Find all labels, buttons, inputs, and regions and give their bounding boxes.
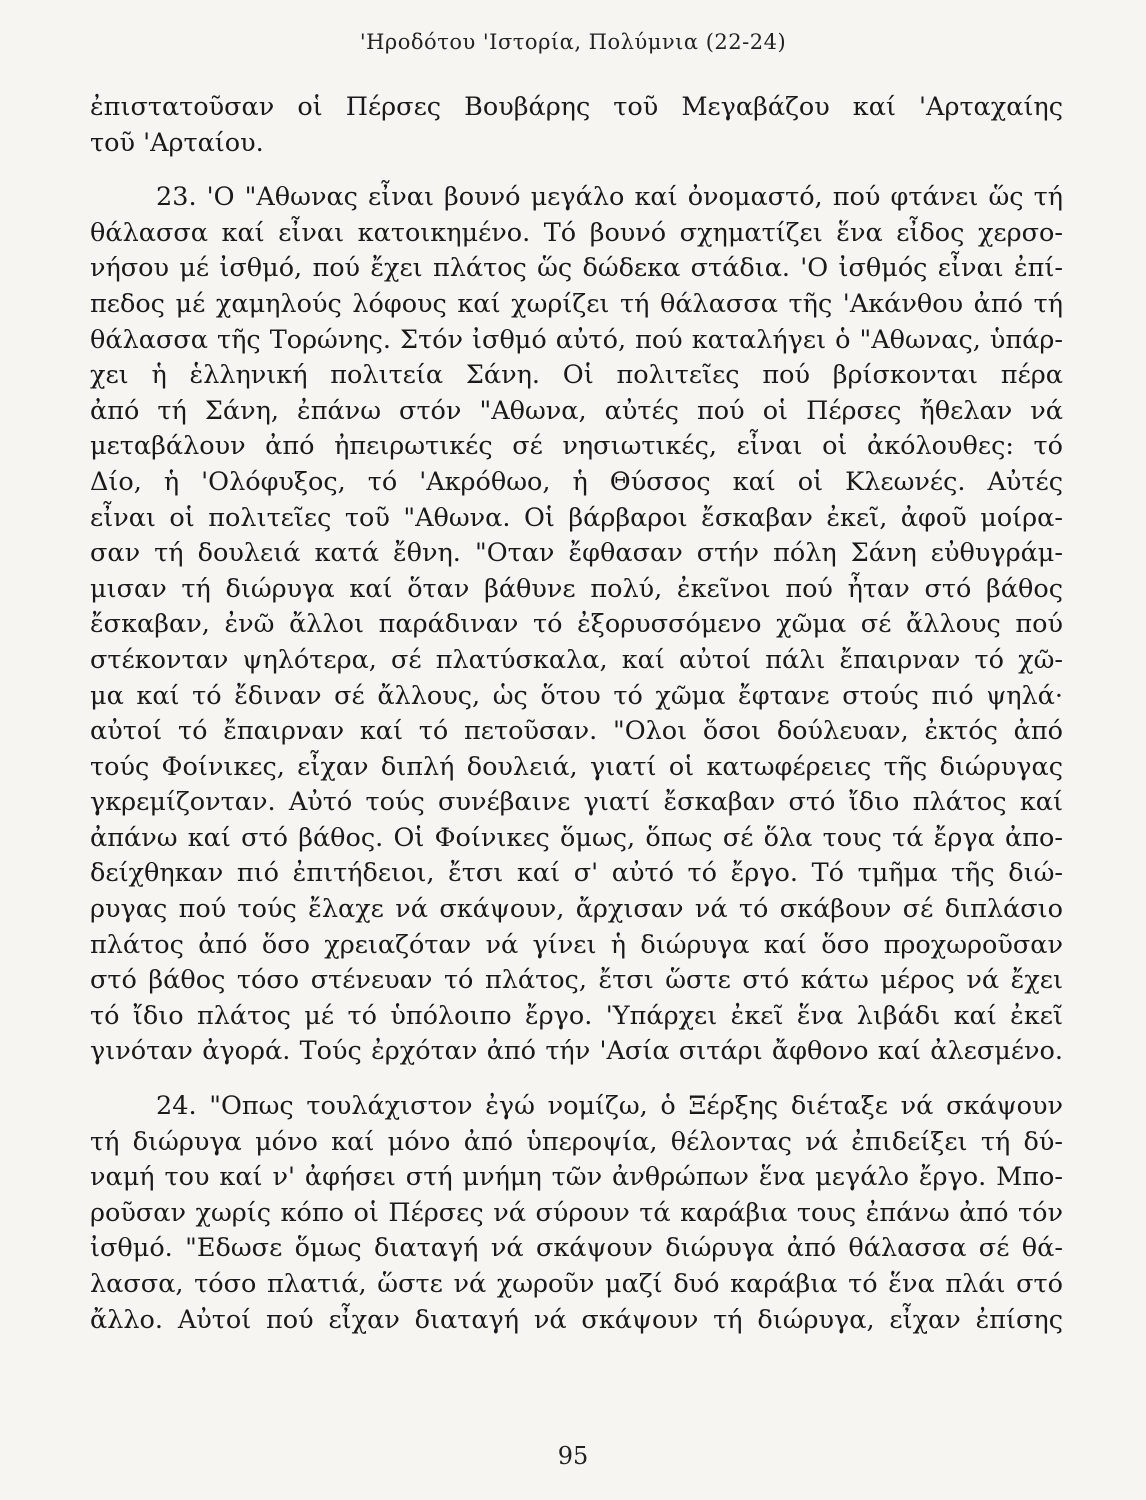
text-line: γινόταν ἀγορά. Τούς ἐρχόταν ἀπό τήν 'Ασία σιτάρι ἄφθονο καί ἀλεσμένο. (90, 1036, 1063, 1067)
text-line: Δίο, ἡ 'Ολόφυξος, τό 'Ακρόθωο, ἡ Θύσσος καί οἱ Κλεωνές. Αὐτές (90, 466, 1063, 497)
text-line: ρυγας πού τούς ἔλαχε νά σκάψουν, ἄρχισαν νά τό σκάβουν σέ διπλάσιο (90, 894, 1063, 925)
running-head: 'Ηροδότου 'Ιστορία, Πολύμνια (22-24) (359, 30, 787, 54)
text-line: τό ἴδιο πλάτος μέ τό ὑπόλοιπο ἔργο. 'Υπάρχει ἐκεῖ ἕνα λιβάδι καί ἐκεῖ (90, 1000, 1063, 1031)
text-line: μα καί τό ἔδιναν σέ ἄλλους, ὡς ὅτου τό χῶμα ἔφτανε στούς πιό ψηλά· (90, 680, 1063, 711)
text-line: 23. 'Ο "Αθωνας εἶναι βουνό μεγάλο καί ὀνομαστό, πού φτάνει ὥς τή (156, 182, 1063, 213)
paragraph-section-24 (90, 1089, 1063, 1338)
text-line: σαν τή δουλειά κατά ἔθνη. "Οταν ἔφθασαν στήν πόλη Σάνη εὐθυγράμ- (90, 538, 1063, 569)
text-line: 24. "Οπως τουλάχιστον ἐγώ νομίζω, ὁ Ξέρξης διέταξε νά σκάψουν (156, 1091, 1063, 1122)
text-line: ροῦσαν χωρίς κόπο οἱ Πέρσες νά σύρουν τά καράβια τους ἐπάνω ἀπό τόν (90, 1197, 1063, 1228)
text-line: πλάτος ἀπό ὅσο χρειαζόταν νά γίνει ἡ διώρυγα καί ὅσο προχωροῦσαν (90, 929, 1063, 960)
text-line: μισαν τή διώρυγα καί ὅταν βάθυνε πολύ, ἐκεῖνοι πού ἦταν στό βάθος (90, 573, 1063, 604)
text-line: στέκονταν ψηλότερα, σέ πλατύσκαλα, καί αὐτοί πάλι ἔπαιρναν τό χῶ- (90, 644, 1063, 675)
page-number: 95 (557, 1442, 589, 1470)
text-line: γκρεμίζονταν. Αὐτό τούς συνέβαινε γιατί ἔσκαβαν στό ἴδιο πλάτος καί (90, 787, 1063, 818)
text-line: χει ἡ ἑλληνική πολιτεία Σάνη. Οἱ πολιτεῖες πού βρίσκονται πέρα (90, 360, 1063, 391)
text-line: μεταβάλουν ἀπό ἠπειρωτικές σέ νησιωτικές, εἶναι οἱ ἀκόλουθες: τό (90, 431, 1063, 462)
text-line: νήσου μέ ἰσθμό, πού ἔχει πλάτος ὥς δώδεκα στάδια. 'Ο ἰσθμός εἶναι ἐπί- (90, 253, 1063, 284)
text-line: ἀπό τή Σάνη, ἐπάνω στόν "Αθωνα, αὐτές πού οἱ Πέρσες ἤθελαν νά (90, 395, 1063, 426)
text-line: πεδος μέ χαμηλούς λόφους καί χωρίζει τή θάλασσα τῆς 'Ακάνθου ἀπό τή (90, 288, 1063, 319)
text-line: ἀπάνω καί στό βάθος. Οἱ Φοίνικες ὅμως, ὅπως σέ ὅλα τους τά ἔργα ἀπο- (90, 822, 1063, 853)
text-line: θάλασσα καί εἶναι κατοικημένο. Τό βουνό σχηματίζει ἕνα εἶδος χερσο- (90, 217, 1063, 248)
text-line: αὐτοί τό ἔπαιρναν καί τό πετοῦσαν. "Ολοι ὅσοι δούλευαν, ἐκτός ἀπό (90, 716, 1063, 747)
text-line: ἔσκαβαν, ἐνῶ ἄλλοι παράδιναν τό ἐξορυσσόμενο χῶμα σέ ἄλλους πού (90, 609, 1063, 640)
body-text (90, 90, 1063, 1338)
text-line: εἶναι οἱ πολιτεῖες τοῦ "Αθωνα. Οἱ βάρβαροι ἔσκαβαν ἐκεῖ, ἀφοῦ μοίρα- (90, 502, 1063, 533)
text-line: λασσα, τόσο πλατιά, ὥστε νά χωροῦν μαζί δυό καράβια τό ἕνα πλάι στό (90, 1269, 1063, 1299)
paragraph (90, 90, 1063, 161)
text-line: τή διώρυγα μόνο καί μόνο ἀπό ὑπεροψία, θέλοντας νά ἐπιδείξει τή δύ- (90, 1126, 1063, 1157)
text-line: τοῦ 'Αρταίου. (90, 127, 264, 158)
text-line: τούς Φοίνικες, εἶχαν διπλή δουλειά, γιατί οἱ κατωφέρειες τῆς διώρυγας (90, 751, 1063, 782)
text-line: θάλασσα τῆς Τορώνης. Στόν ἰσθμό αὐτό, πού καταλήγει ὁ "Αθωνας, ὑπάρ- (90, 324, 1063, 355)
text-line: ἰσθμό. "Εδωσε ὅμως διαταγή νά σκάψουν διώρυγα ἀπό θάλασσα σέ θά- (90, 1233, 1063, 1264)
text-line: δείχθηκαν πιό ἐπιτήδειοι, ἔτσι καί σ' αὐτό τό ἔργο. Τό τμῆμα τῆς διώ- (90, 858, 1063, 889)
text-line: ἐπιστατοῦσαν οἱ Πέρσες Βουβάρης τοῦ Μεγαβάζου καί 'Αρταχαίης (90, 92, 1063, 122)
text-line: ναμή του καί ν' ἀφήσει στή μνήμη τῶν ἀνθρώπων ἕνα μεγάλο ἔργο. Μπο- (90, 1162, 1063, 1193)
text-line: ἄλλο. Αὐτοί πού εἶχαν διαταγή νά σκάψουν τή διώρυγα, εἶχαν ἐπίσης (90, 1304, 1063, 1335)
text-line: στό βάθος τόσο στένευαν τό πλάτος, ἔτσι ὥστε στό κάτω μέρος νά ἔχει (90, 965, 1063, 996)
paragraph-section-23 (90, 180, 1063, 1070)
